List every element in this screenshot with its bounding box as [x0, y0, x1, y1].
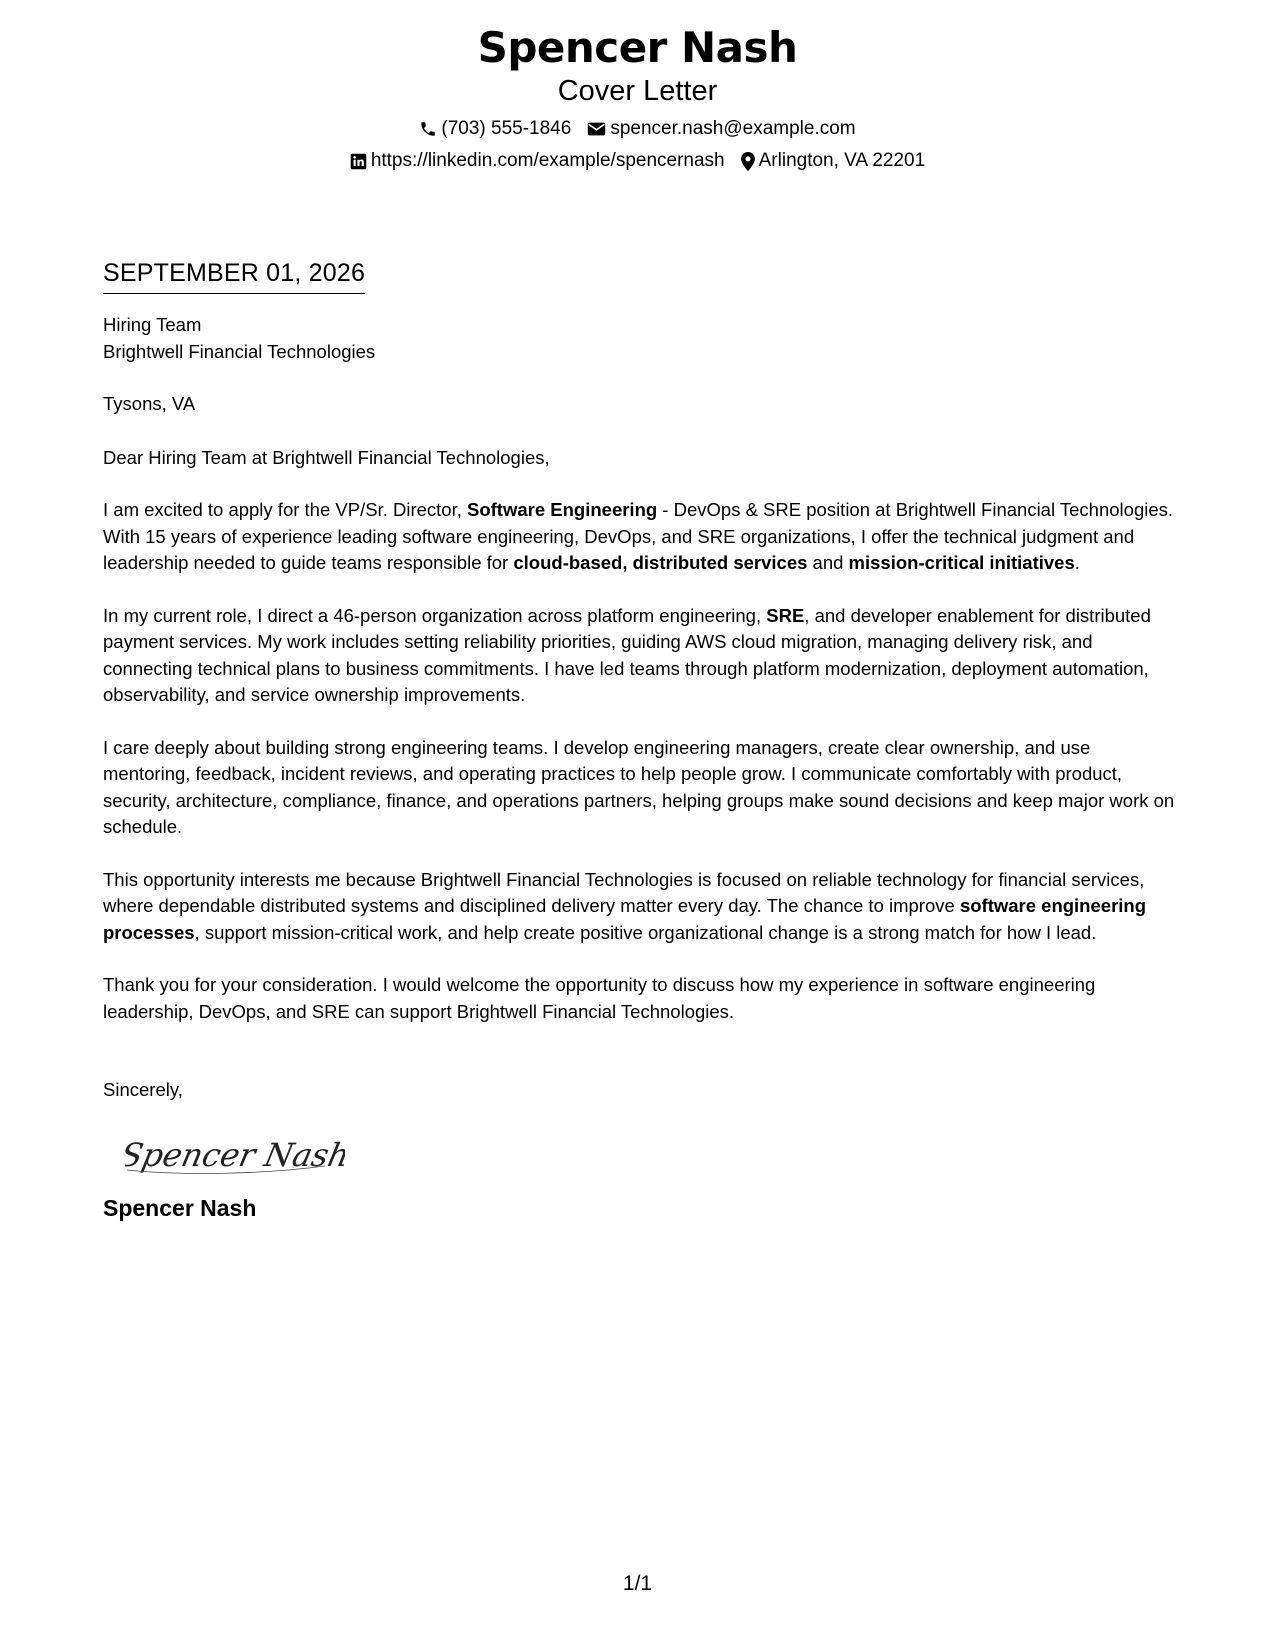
paragraph-text: I am excited to apply for the VP/Sr. Director,: [103, 499, 467, 520]
contact-location: [741, 150, 926, 172]
body-paragraph: [103, 497, 1178, 577]
paragraph-text: - DevOps & SRE position at Brightwell Financial Technologies. With 15 years of experience leading software engineering, DevOps, and SRE organizations, I offer the technical judgment and leadership needed to guide teams responsible for: [103, 499, 1174, 573]
paragraph-text: , and developer enablement for distributed payment services. My work includes setting reliability priorities, guiding AWS cloud migration, managing delivery risk, and connecting technical plans to business commitments. I have led teams through platform modernization, deployment automation, observability, and service ownership improvements.: [103, 604, 1151, 705]
body-paragraph: [103, 972, 1178, 1025]
page-number: 1/1: [622, 1572, 653, 1595]
linkedin-url[interactable]: https://linkedin.com/example/spencernash: [370, 150, 725, 171]
phone-number: (703) 555-1846: [441, 118, 572, 139]
emphasized-text: software engineering processes: [103, 895, 1147, 943]
letter-date: SEPTEMBER 01, 2026: [103, 258, 365, 294]
signer-name: Spencer Nash: [103, 1194, 257, 1221]
salutation: Dear Hiring Team at Brightwell Financial Technologies,: [103, 446, 550, 468]
location-text: Arlington, VA 22201: [758, 150, 926, 171]
letter-header: [0, 22, 1275, 172]
recipient-block: [103, 312, 1178, 365]
emphasized-text: cloud-based, distributed services: [513, 552, 808, 573]
contact-line-1: [0, 118, 1275, 140]
body-paragraph: [103, 867, 1178, 947]
linkedin-icon: [350, 153, 367, 170]
recipient-company: Brightwell Financial Technologies: [103, 340, 376, 362]
signature-lettering: Spencer Nash: [125, 1135, 345, 1174]
map-pin-icon: [741, 152, 755, 171]
paragraph-text: Thank you for your consideration. I would welcome the opportunity to discuss how my experience in software engineering leadership, DevOps, and SRE can support Brightwell Financial Technologies.: [103, 974, 1096, 1022]
handwritten-signature: [125, 1126, 1178, 1180]
closing: Sincerely,: [103, 1079, 183, 1100]
emphasized-text: SRE: [766, 604, 805, 626]
phone-icon: [419, 120, 437, 138]
emphasized-text: Software Engineering: [467, 499, 658, 520]
email-address[interactable]: spencer.nash@example.com: [610, 118, 856, 139]
paragraph-text: I care deeply about building strong engineering teams. I develop engineering managers, create clear ownership, and use mentoring, feedback, incident reviews, and operating practices to help people grow. I communicate comfortably with product, security, architecture, compliance, finance, and operations partners, helping groups make sound decisions and keep major work on schedule.: [103, 736, 1175, 837]
letter-body: [103, 258, 1178, 1222]
contact-phone: [419, 118, 571, 140]
contact-linkedin[interactable]: [350, 150, 725, 172]
paragraph-text: This opportunity interests me because Brightwell Financial Technologies is focused on reliable technology for financial services, where dependable distributed systems and disciplined delivery matter every day. The chance to improve: [103, 868, 1145, 916]
contact-line-2: [0, 150, 1275, 172]
recipient-name: Hiring Team: [103, 314, 202, 335]
applicant-name: Spencer Nash: [477, 23, 798, 72]
body-paragraph: [103, 603, 1178, 709]
emphasized-text: mission-critical initiatives: [848, 552, 1075, 573]
paragraph-text: .: [1074, 552, 1080, 573]
paragraph-text: and: [807, 552, 849, 573]
letter-paragraphs: [103, 497, 1178, 1025]
envelope-icon: [587, 121, 606, 137]
document-subtitle: Cover Letter: [557, 75, 718, 107]
body-paragraph: [103, 735, 1178, 841]
recipient-location: Tysons, VA: [103, 393, 196, 414]
paragraph-text: , support mission-critical work, and help create positive organizational change is a strong match for how I lead.: [194, 921, 1097, 943]
contact-email[interactable]: [587, 118, 855, 140]
paragraph-text: In my current role, I direct a 46-person organization across platform engineering,: [103, 604, 767, 626]
